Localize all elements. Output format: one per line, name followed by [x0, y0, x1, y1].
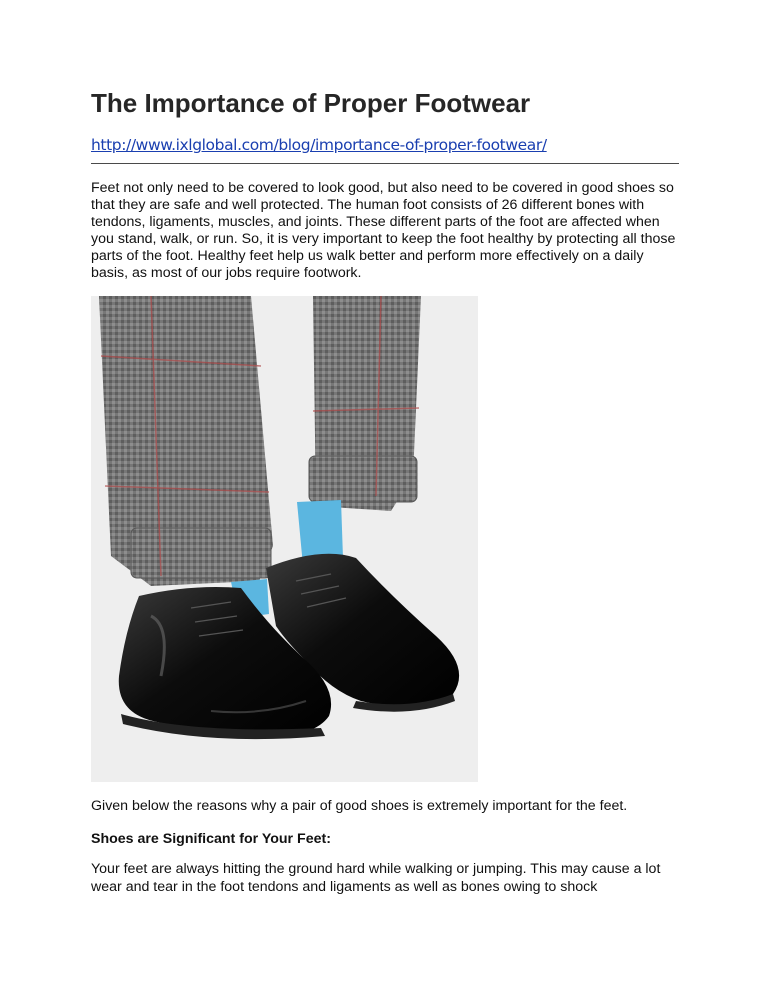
section-paragraph: Your feet are always hitting the ground hard while walking or jumping. This may cause a lot wear and tear in the foot tendons and ligaments as well as bones owing to shock — [91, 861, 661, 895]
title-divider — [91, 163, 679, 164]
document-title: The Importance of Proper Footwear — [91, 88, 531, 118]
shoes-photo — [91, 296, 478, 782]
reasons-intro: Given below the reasons why a pair of good shoes is extremely important for the feet. — [91, 798, 628, 814]
source-link[interactable]: http://www.ixlglobal.com/blog/importance-of-proper-footwear/ — [91, 136, 547, 154]
shoes-illustration — [91, 296, 478, 782]
section-heading: Shoes are Significant for Your Feet: — [91, 831, 331, 847]
intro-paragraph: Feet not only need to be covered to look good, but also need to be covered in good shoes so that they are safe and well protected. The human foot consists of 26 different bones with tendons, ligaments, muscles, and joints. These different parts of the foot are affected when you stand, walk, or run. So, it is very important to keep the foot healthy by protecting all those parts of the foot. Healthy feet help us walk better and perform more effectively on a daily basis, as most of our jobs require footwork. — [91, 180, 676, 281]
